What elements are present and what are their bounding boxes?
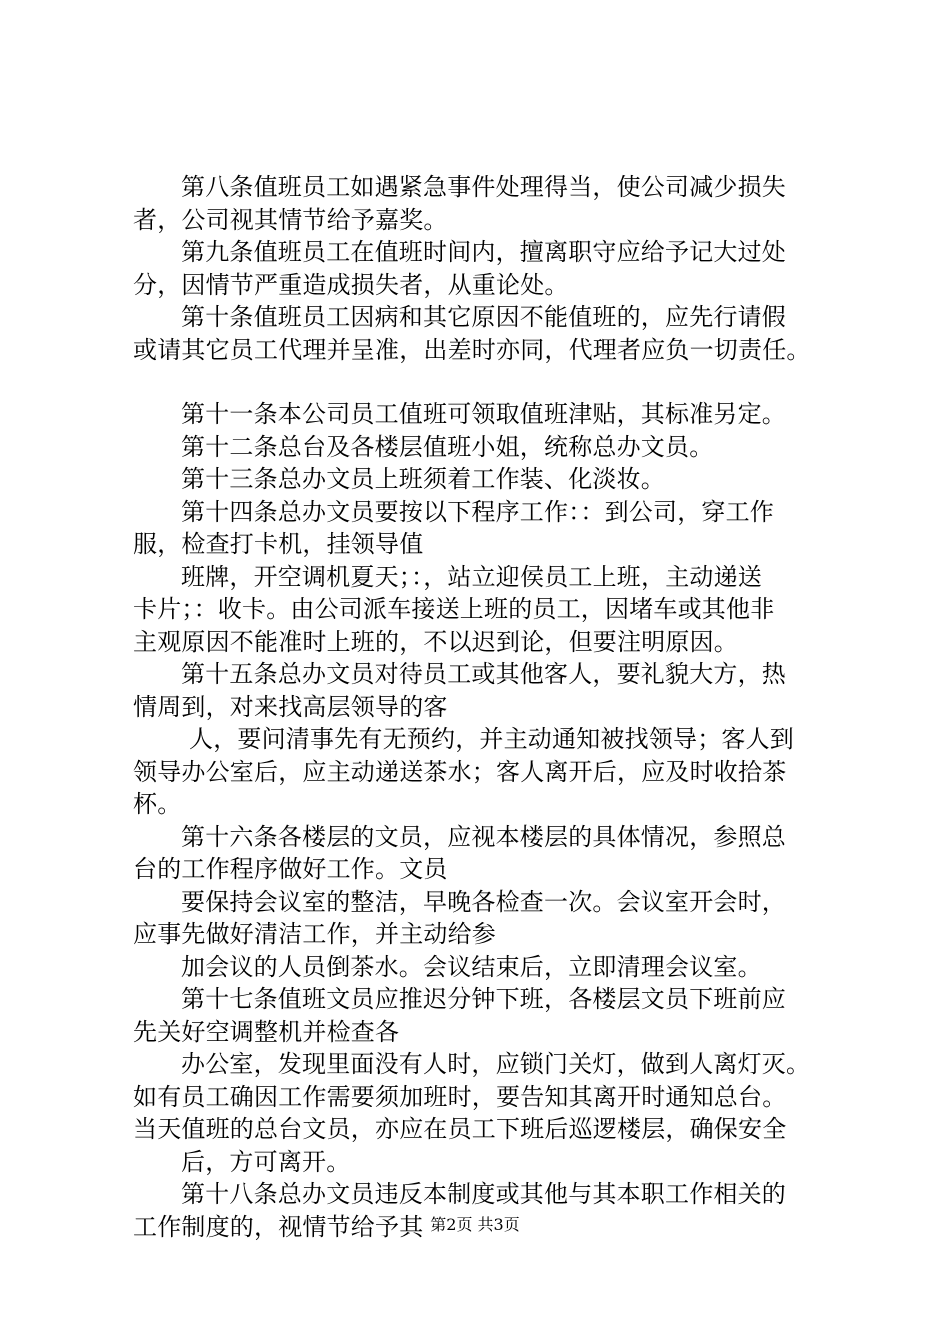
- paragraph-line: 情周到，对来找高层领导的客: [133, 692, 448, 721]
- paragraph-line: 办公室，发现里面没有人时，应锁门关灯，做到人离灯灭。: [181, 1050, 811, 1078]
- paragraph-line: 或请其它员工代理并呈准，出差时亦同，代理者应负一切责任。: [133, 335, 811, 364]
- paragraph-line: 主观原因不能准时上班的，不以迟到论，但要注明原因。: [133, 627, 738, 656]
- document-body: [133, 171, 848, 1243]
- paragraph-line: 当天值班的总台文员，亦应在员工下班后巡逻楼层，确保安全: [133, 1115, 787, 1143]
- paragraph-line: 第十三条总办文员上班须着工作装、化淡妆。: [181, 465, 665, 493]
- paragraph-line: 第十四条总办文员要按以下程序工作：：到公司，穿工作: [181, 497, 774, 526]
- paragraph-gap: [133, 366, 848, 398]
- paragraph-line: 领导办公室后，应主动递送茶水；客人离开后，应及时收拾茶: [133, 757, 787, 786]
- paragraph-line: 第八条值班员工如遇紧急事件处理得当，使公司减少损失: [181, 173, 786, 201]
- paragraph-line: 第十条值班员工因病和其它原因不能值班的，应先行请假: [181, 303, 786, 331]
- paragraph-line: 第九条值班员工在值班时间内，擅离职守应给予记大过处: [181, 238, 786, 266]
- paragraph-line: 第十六条各楼层的文员，应视本楼层的具体情况，参照总: [181, 822, 786, 851]
- paragraph-line: 者，公司视其情节给予嘉奖。: [133, 205, 448, 234]
- page-number: 第2页 共3页: [430, 1215, 520, 1234]
- paragraph-line: 第十七条值班文员应推迟分钟下班，各楼层文员下班前应: [181, 985, 786, 1013]
- paragraph-line: 第十五条总办文员对待员工或其他客人，要礼貌大方，热: [181, 660, 786, 688]
- paragraph-line: 加会议的人员倒茶水。会议结束后，立即清理会议室。: [181, 952, 762, 981]
- paragraph-line: 第十一条本公司员工值班可领取值班津贴，其标准另定。: [181, 400, 786, 428]
- paragraph-line: 分，因情节严重造成损失者，从重论处。: [133, 270, 569, 299]
- paragraph-line: 杯。: [133, 790, 182, 818]
- paragraph-line: 要保持会议室的整洁，早晚各检查一次。会议室开会时，: [181, 887, 786, 916]
- paragraph-line: 先关好空调整机并检查各: [133, 1017, 400, 1046]
- paragraph-line: 应事先做好清洁工作，并主动给参: [133, 920, 496, 948]
- paragraph-line: 第十二条总台及各楼层值班小姐，统称总办文员。: [181, 432, 714, 461]
- paragraph-line: 台的工作程序做好工作。文员: [133, 855, 448, 883]
- paragraph-line: 班牌，开空调机夏天；：，站立迎侯员工上班，主动递送: [181, 562, 762, 591]
- paragraph-line: 工作制度的，视情节给予其: [133, 1212, 424, 1241]
- paragraph-line: 人，要问清事先有无预约，并主动通知被找领导；客人到: [189, 725, 794, 753]
- paragraph-line: 卡片；：收卡。由公司派车接送上班的员工，因堵车或其他非: [133, 595, 775, 623]
- paragraph-line: 第十八条总办文员违反本制度或其他与其本职工作相关的: [181, 1180, 786, 1208]
- paragraph-line: 如有员工确因工作需要须加班时，要告知其离开时通知总台。: [133, 1082, 787, 1111]
- paragraph-line: 服，检查打卡机，挂领导值: [133, 530, 424, 558]
- paragraph-line: 后，方可离开。: [181, 1147, 351, 1176]
